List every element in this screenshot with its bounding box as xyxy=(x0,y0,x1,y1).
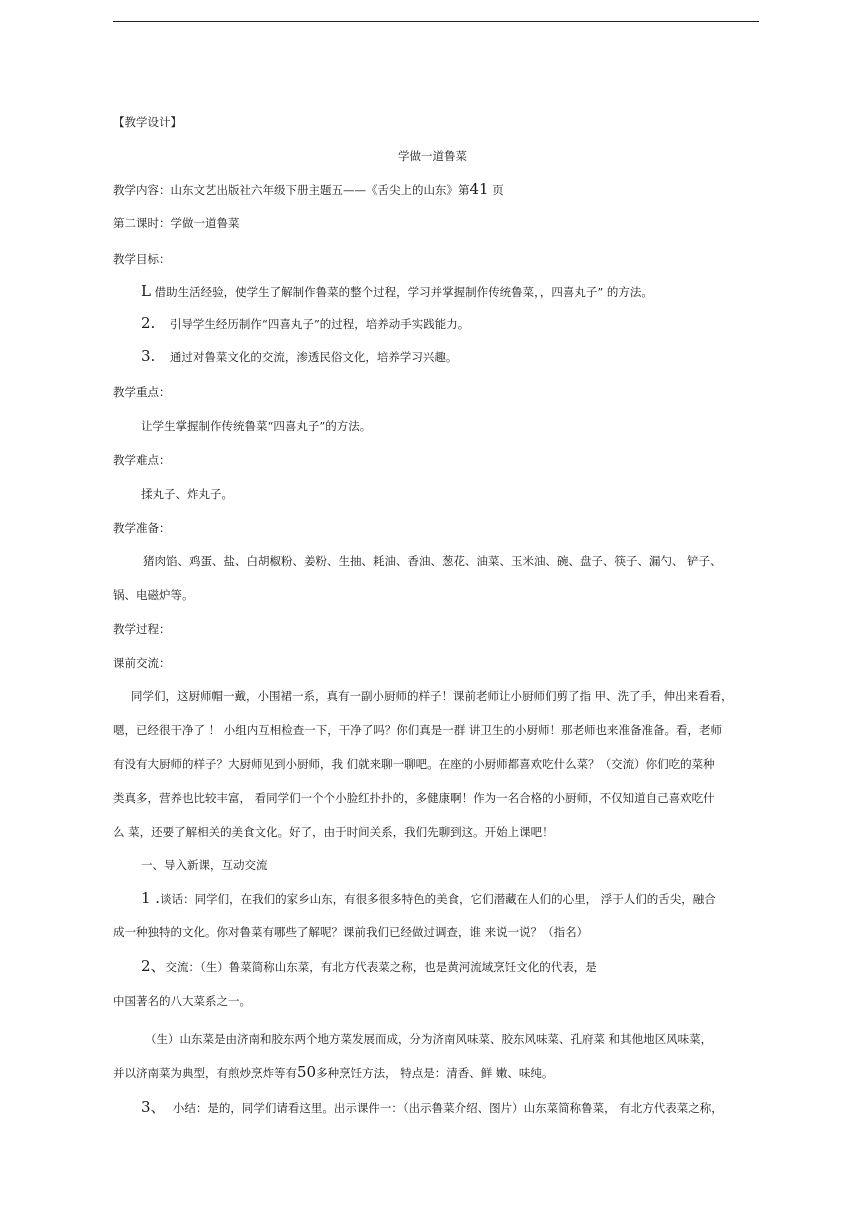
item-text: 并以济南菜为典型，有煎炒烹炸等有 xyxy=(113,1066,297,1080)
process-heading: 教学过程： xyxy=(113,622,171,636)
goals-heading: 教学目标： xyxy=(113,252,171,266)
item-text: 交流：（生）鲁菜简称山东菜，有北方代表菜之称，也是黄河流域烹饪文化的代表，是 xyxy=(165,960,597,974)
goal-item xyxy=(141,348,457,365)
item-2-line xyxy=(141,958,597,975)
paragraph-line: 成一种独特的文化。你对鲁菜有哪些了解呢？课前我们已经做过调查，谁 来说一说？（指名） xyxy=(113,925,589,939)
goal-number: 2. xyxy=(141,314,156,332)
content-text: 教学内容：山东文艺出版社六年级下册主题五——《舌尖上的山东》第 xyxy=(113,183,470,197)
item-text: 小结：是的，同学们请看这里。出示课件一：（出示鲁菜介绍、图片）山东菜简称鲁菜， 有北方代表菜之称， xyxy=(172,1101,723,1115)
item-text: 谈话：同学们，在我们的家乡山东，有很多很多特色的美食，它们潜藏在人们的心里， 浮于人们的舌尖，融合 xyxy=(160,892,716,906)
item-number: 3、 xyxy=(141,1098,166,1116)
goal-text: 通过对鲁菜文化的交流，渗透民俗文化，培养学习兴趣。 xyxy=(169,350,458,364)
paragraph-line: 中国著名的八大菜系之一。 xyxy=(113,994,251,1008)
prep-line: 锅、电磁炉等。 xyxy=(113,588,194,602)
goal-item xyxy=(141,315,469,332)
item-number: 2、 xyxy=(141,957,166,975)
goal-text: 引导学生经历制作“四喜丸子”的过程，培养动手实践能力。 xyxy=(169,317,470,331)
method-count: 50 xyxy=(297,1063,317,1081)
part1-heading: 一、导入新课，互动交流 xyxy=(141,858,268,872)
content-page-number: 41 xyxy=(469,180,489,198)
item-1-line xyxy=(141,890,716,907)
paragraph-line: （生）山东菜是由济南和胶东两个地方菜发展而成，分为济南风味菜、胶东风味菜、孔府菜 和其他地区风味菜， xyxy=(145,1032,713,1046)
paragraph-line xyxy=(113,1064,553,1081)
goal-text: 借助生活经验，使学生了解制作鲁菜的整个过程，学习并掌握制作传统鲁菜，，四喜丸子” 的方法。 xyxy=(154,285,653,299)
prep-line: 猪肉馅、鸡蛋、盐、白胡椒粉、姜粉、生抽、耗油、香油、葱花、油菜、玉米油、碗、盘子、筷子、漏勺、 铲子、 xyxy=(143,554,722,568)
key-text: 让学生掌握制作传统鲁菜“四喜丸子”的方法。 xyxy=(141,419,372,433)
document-title: 学做一道鲁菜 xyxy=(398,149,467,163)
paragraph-line: 同学们，这厨师帽一戴，小围裙一系，真有一副小厨师的样子！课前老师让小厨师们剪了指 甲、洗了手，伸出来看看， xyxy=(131,689,733,703)
goal-number: 3. xyxy=(141,347,156,365)
paragraph-line: 嗯，已经很干净了 ！ 小组内互相检查一下，干净了吗？你们真是一群 讲卫生的小厨师！那老师也来准备准备。看，老师 xyxy=(113,723,722,737)
difficulty-text: 揉丸子、炸丸子。 xyxy=(141,487,233,501)
content-line xyxy=(113,181,504,198)
header-rule xyxy=(113,21,759,22)
paragraph-line: 有没有大厨师的样子？大厨师见到小厨师，我 们就来聊一聊吧。在座的小厨师都喜欢吃什么菜？（交流）你们吃的菜种 xyxy=(113,757,715,771)
difficulty-heading: 教学难点： xyxy=(113,453,171,467)
item-text: 多种烹饪方法， 特点是：清香、鲜 嫩、味纯。 xyxy=(316,1066,554,1080)
paragraph-line: 么 菜，还要了解相关的美食文化。好了，由于时间关系，我们先聊到这。开始上课吧！ xyxy=(113,825,554,839)
section-label: 【教学设计】 xyxy=(113,115,182,129)
key-heading: 教学重点： xyxy=(113,385,171,399)
paragraph-line: 类真多，营养也比较丰富， 看同学们一个个小脸红扑扑的，多健康啊！作为一名合格的小厨师，不仅知道自己喜欢吃什 xyxy=(113,791,715,805)
lesson-line: 第二课时：学做一道鲁菜 xyxy=(113,216,240,230)
pre-talk-heading: 课前交流： xyxy=(113,656,171,670)
goal-number: L xyxy=(141,282,151,300)
goal-item xyxy=(141,283,653,300)
content-page-suffix: 页 xyxy=(492,183,504,197)
item-3-line xyxy=(141,1099,723,1116)
prep-heading: 教学准备： xyxy=(113,521,171,535)
item-number: 1 . xyxy=(141,889,161,907)
